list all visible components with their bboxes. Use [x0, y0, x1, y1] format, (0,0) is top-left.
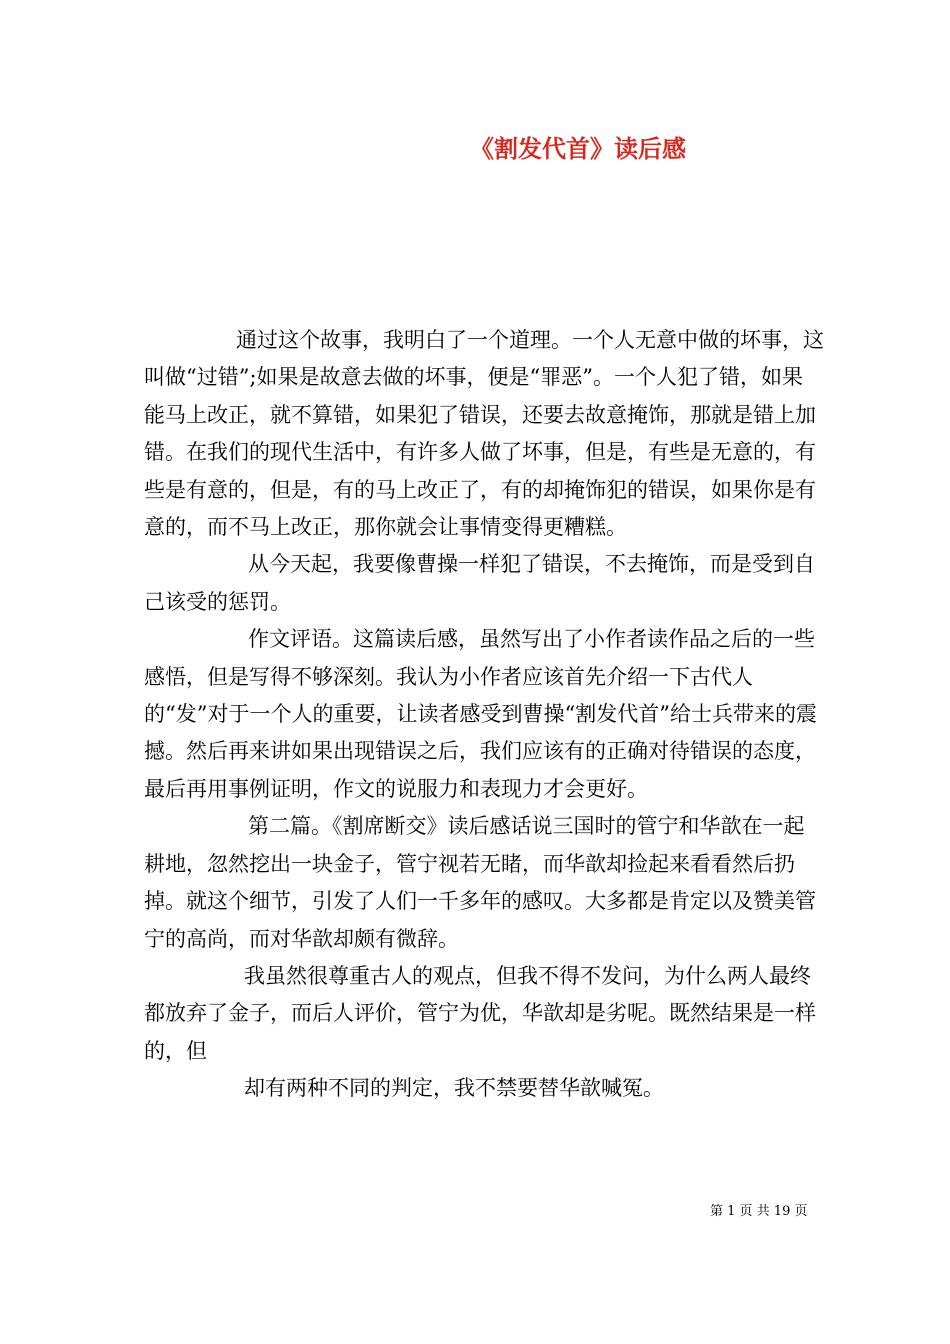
- page-number-footer: 第 1 页 共 19 页: [710, 1204, 808, 1219]
- paragraph-3: 作文评语。这篇读后感，虽然写出了小作者读作品之后的一些感悟，但是写得不够深刻。我认为小作者应该首先介绍一下古代人的“发”对于一个人的重要，让读者感受到曹操“割发代首”给士兵带来的震撼。然后再来讲如果出现错误之后，我们应该有的正确对待错误的态度，最后再用事例证明，作文的说服力和表现力才会更好。: [144, 627, 817, 801]
- paragraph-6: 却有两种不同的判定，我不禁要替华歆喊冤。: [244, 1076, 664, 1101]
- paragraph-1: 通过这个故事，我明白了一个道理。一个人无意中做的坏事，这叫做“过错”;如果是故意去做的坏事，便是“罪恶”。一个人犯了错，如果能马上改正，就不算错，如果犯了错误，还要去故意掩饰，那就是错上加错。在我们的现代生活中，有许多人做了坏事，但是，有些是无意的，有些是有意的，但是，有的马上改正了，有的却掩饰犯的错误，如果你是有意的，而不马上改正，那你就会让事情变得更糟糕。: [144, 328, 824, 540]
- document-title: 《割发代首》读后感: [470, 135, 686, 163]
- paragraph-5: 我虽然很尊重古人的观点，但我不得不发问，为什么两人最终都放弃了金子，而后人评价，管宁为优，华歆却是劣呢。既然结果是一样的，但: [144, 963, 816, 1063]
- paragraph-2: 从今天起，我要像曹操一样犯了错误，不去掩饰，而是受到自己该受的惩罚。: [144, 552, 815, 614]
- document-body: [144, 322, 824, 1108]
- paragraph-4: 第二篇。《割席断交》读后感话说三国时的管宁和华歆在一起耕地，忽然挖出一块金子，管宁视若无睹，而华歆却捡起来看看然后扔掉。就这个细节，引发了人们一千多年的感叹。大多都是肯定以及赞美管宁的高尚，而对华歆却颇有微辞。: [144, 814, 816, 951]
